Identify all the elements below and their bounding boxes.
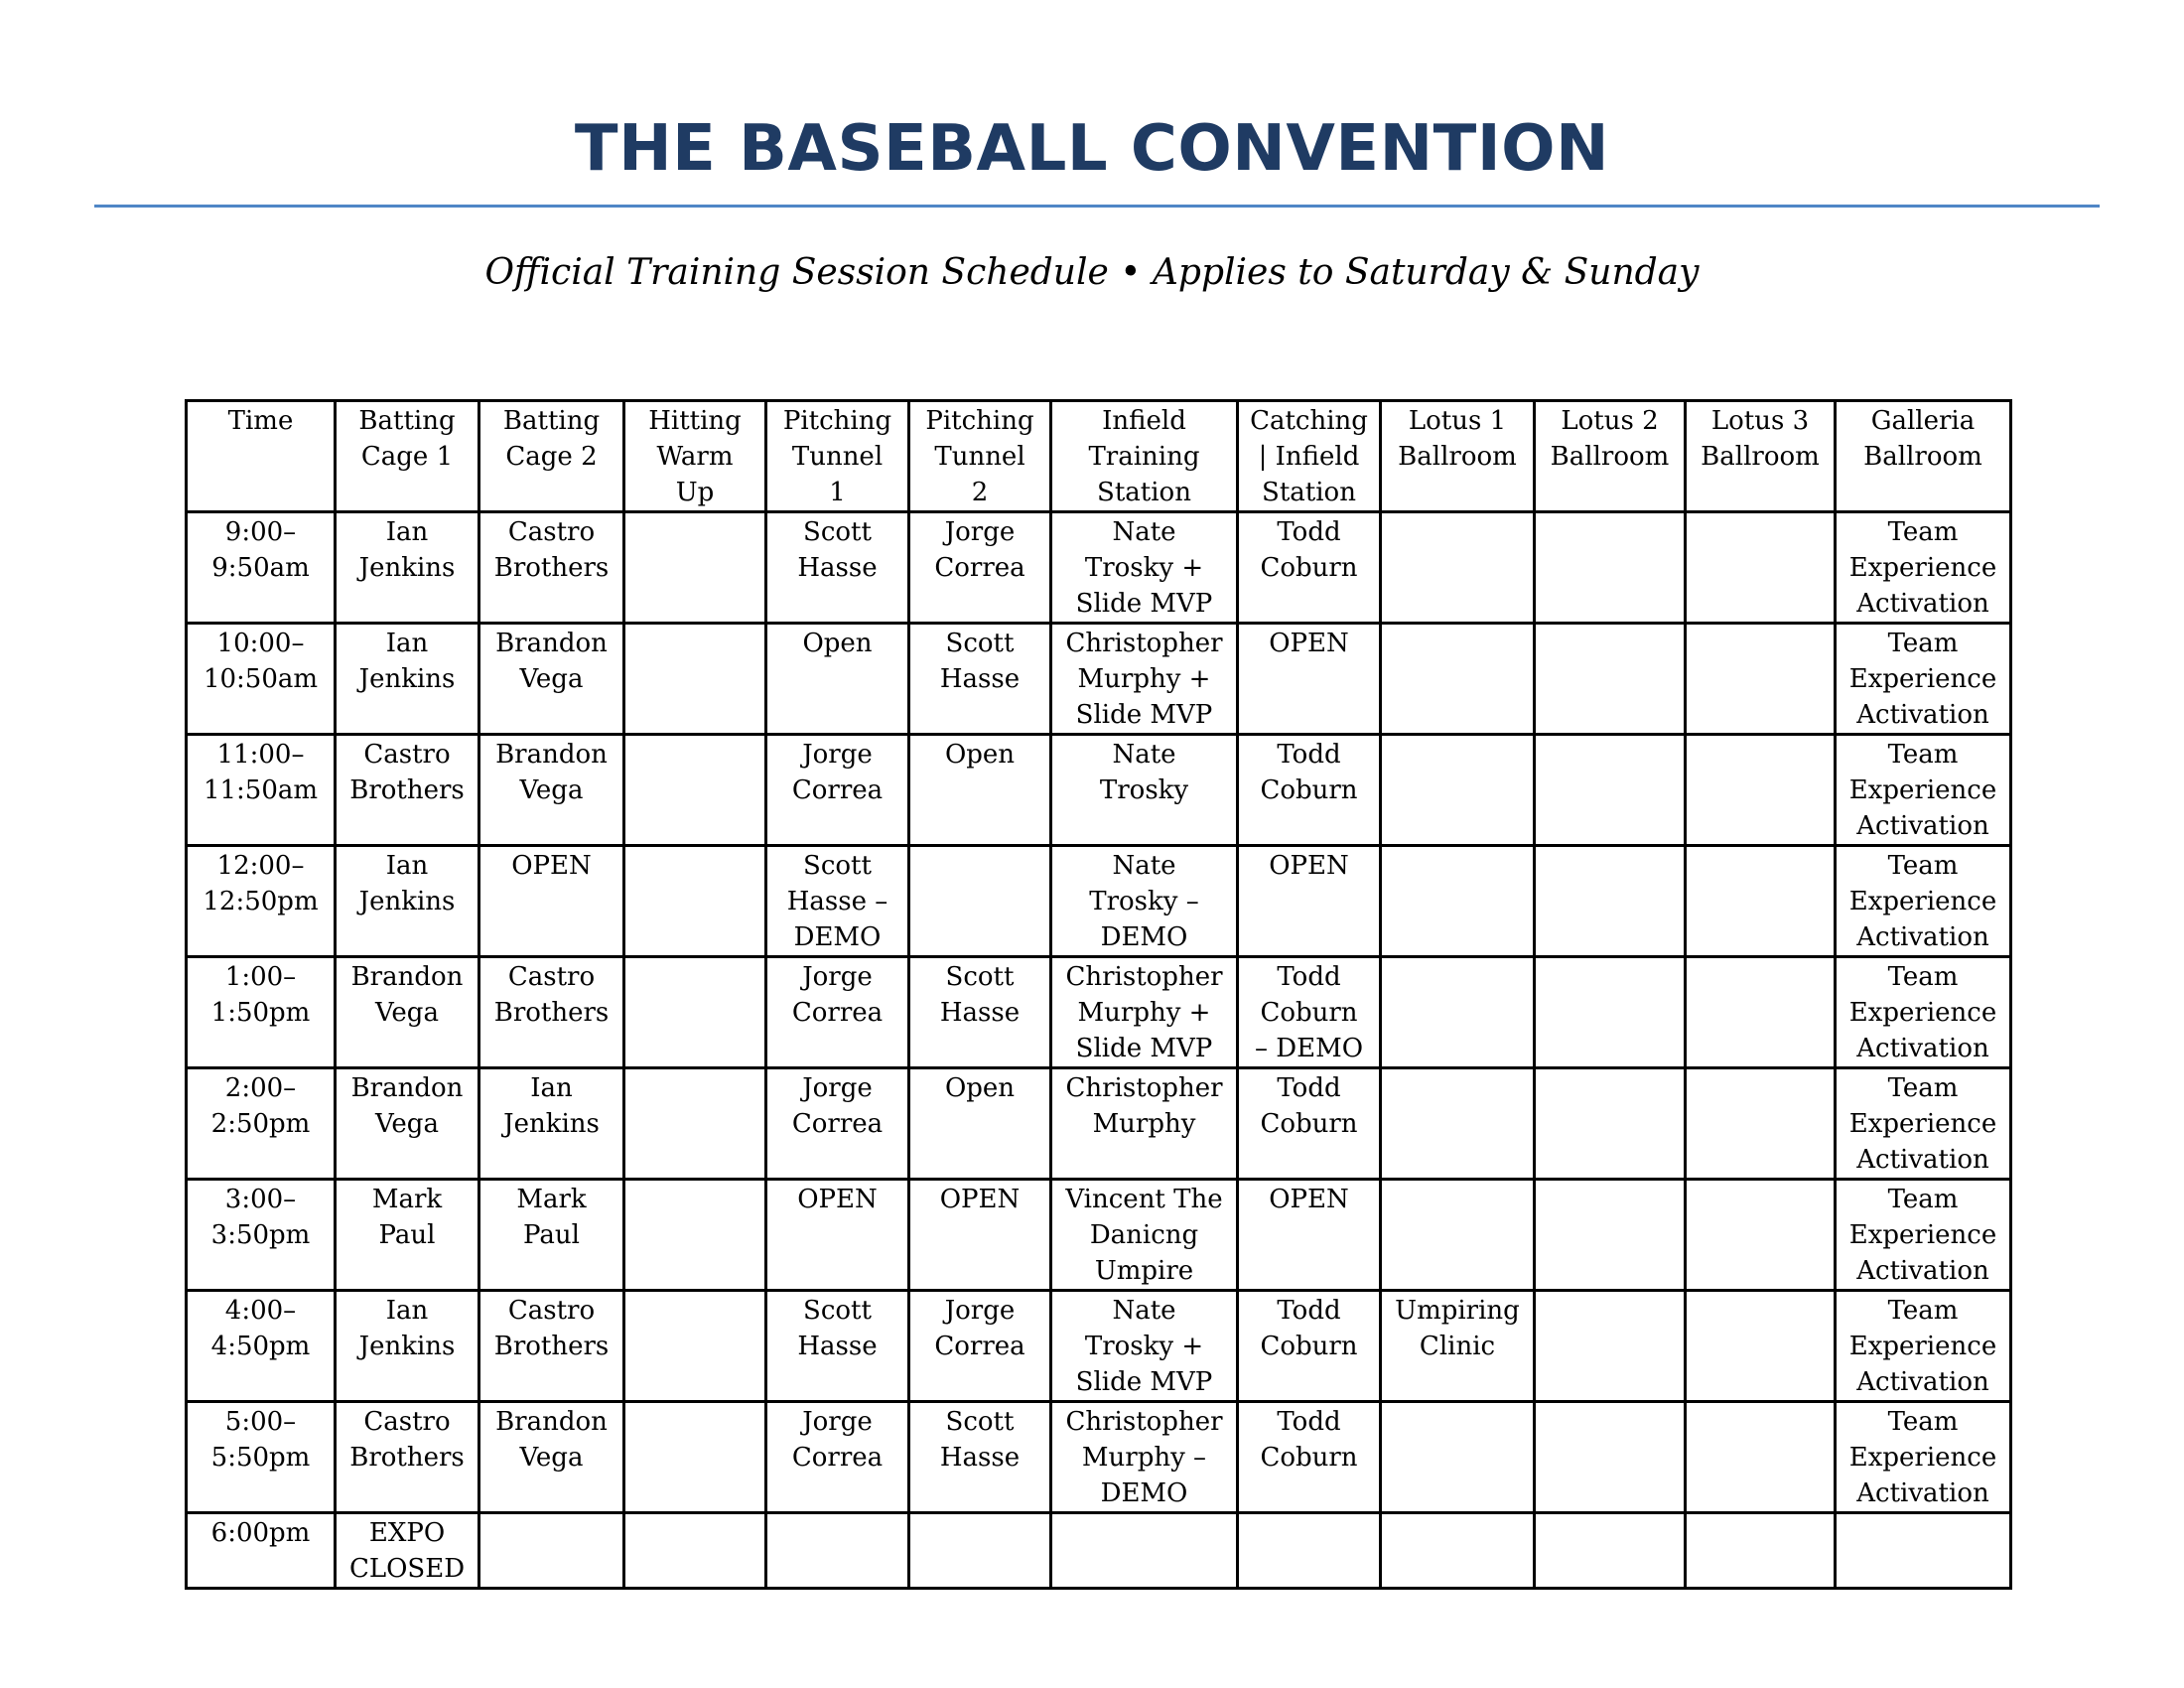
column-header: Time	[187, 401, 336, 512]
session-cell: Team Experience Activation	[1836, 624, 2011, 735]
session-cell	[1381, 1513, 1535, 1589]
session-cell: OPEN	[909, 1180, 1051, 1291]
session-cell: Jorge Correa	[909, 512, 1051, 624]
session-cell: Mark Paul	[479, 1180, 624, 1291]
session-cell: Scott Hasse – DEMO	[766, 846, 909, 957]
session-cell: Scott Hasse	[766, 512, 909, 624]
session-cell	[766, 1513, 909, 1589]
session-cell	[1686, 846, 1836, 957]
session-cell: Team Experience Activation	[1836, 1068, 2011, 1180]
session-cell: Brandon Vega	[336, 1068, 479, 1180]
session-cell: Todd Coburn	[1238, 1402, 1381, 1513]
session-cell	[1535, 1180, 1686, 1291]
session-cell: Ian Jenkins	[336, 512, 479, 624]
table-row	[187, 735, 2011, 846]
table-row	[187, 624, 2011, 735]
session-cell: Castro Brothers	[479, 957, 624, 1068]
session-cell: Team Experience Activation	[1836, 957, 2011, 1068]
time-cell: 4:00– 4:50pm	[187, 1291, 336, 1402]
session-cell: Brandon Vega	[479, 1402, 624, 1513]
column-header: Batting Cage 2	[479, 401, 624, 512]
session-cell: Castro Brothers	[479, 512, 624, 624]
session-cell	[1686, 735, 1836, 846]
session-cell: Open	[766, 624, 909, 735]
session-cell: Jorge Correa	[766, 957, 909, 1068]
table-row	[187, 1180, 2011, 1291]
session-cell: Nate Trosky	[1051, 735, 1238, 846]
session-cell: Todd Coburn	[1238, 1291, 1381, 1402]
session-cell	[624, 846, 766, 957]
session-cell: Team Experience Activation	[1836, 1402, 2011, 1513]
session-cell	[624, 1402, 766, 1513]
column-header: Batting Cage 1	[336, 401, 479, 512]
column-header: Galleria Ballroom	[1836, 401, 2011, 512]
session-cell	[1238, 1513, 1381, 1589]
session-cell: OPEN	[1238, 846, 1381, 957]
time-cell: 2:00– 2:50pm	[187, 1068, 336, 1180]
time-cell: 5:00– 5:50pm	[187, 1402, 336, 1513]
session-cell	[624, 1068, 766, 1180]
session-cell: EXPO CLOSED	[336, 1513, 479, 1589]
time-cell: 9:00– 9:50am	[187, 512, 336, 624]
session-cell	[1686, 1513, 1836, 1589]
session-cell: Vincent The Danicng Umpire	[1051, 1180, 1238, 1291]
session-cell: Nate Trosky + Slide MVP	[1051, 1291, 1238, 1402]
session-cell	[1535, 735, 1686, 846]
session-cell: OPEN	[479, 846, 624, 957]
session-cell: Team Experience Activation	[1836, 735, 2011, 846]
session-cell	[624, 624, 766, 735]
table-row	[187, 846, 2011, 957]
session-cell	[909, 846, 1051, 957]
session-cell	[1535, 846, 1686, 957]
session-cell	[1381, 735, 1535, 846]
schedule-table	[185, 399, 2012, 1590]
column-header: Pitching Tunnel 1	[766, 401, 909, 512]
session-cell: Ian Jenkins	[336, 1291, 479, 1402]
session-cell	[1686, 512, 1836, 624]
session-cell: Todd Coburn	[1238, 735, 1381, 846]
time-cell: 1:00– 1:50pm	[187, 957, 336, 1068]
session-cell: OPEN	[766, 1180, 909, 1291]
session-cell	[1381, 1068, 1535, 1180]
column-header: Lotus 1 Ballroom	[1381, 401, 1535, 512]
table-row	[187, 1513, 2011, 1589]
session-cell: Brandon Vega	[336, 957, 479, 1068]
session-cell: Team Experience Activation	[1836, 1180, 2011, 1291]
session-cell: Ian Jenkins	[336, 846, 479, 957]
session-cell	[624, 957, 766, 1068]
session-cell: OPEN	[1238, 1180, 1381, 1291]
session-cell	[1381, 624, 1535, 735]
session-cell	[1535, 1068, 1686, 1180]
session-cell	[624, 1291, 766, 1402]
column-header: Lotus 3 Ballroom	[1686, 401, 1836, 512]
session-cell	[1686, 1068, 1836, 1180]
session-cell	[624, 735, 766, 846]
column-header: Lotus 2 Ballroom	[1535, 401, 1686, 512]
session-cell: Jorge Correa	[766, 1402, 909, 1513]
session-cell: Open	[909, 735, 1051, 846]
column-header: Catching | Infield Station	[1238, 401, 1381, 512]
session-cell: Nate Trosky – DEMO	[1051, 846, 1238, 957]
session-cell	[1686, 1402, 1836, 1513]
table-row	[187, 1068, 2011, 1180]
session-cell	[624, 512, 766, 624]
session-cell	[1535, 1402, 1686, 1513]
session-cell: Brandon Vega	[479, 624, 624, 735]
session-cell	[1535, 957, 1686, 1068]
session-cell: Jorge Correa	[909, 1291, 1051, 1402]
session-cell	[1535, 624, 1686, 735]
session-cell	[1381, 512, 1535, 624]
table-row	[187, 957, 2011, 1068]
session-cell: Christopher Murphy + Slide MVP	[1051, 957, 1238, 1068]
table-row	[187, 1402, 2011, 1513]
session-cell	[1381, 1180, 1535, 1291]
session-cell	[1686, 1291, 1836, 1402]
session-cell	[1535, 1291, 1686, 1402]
session-cell: Jorge Correa	[766, 735, 909, 846]
column-header: Pitching Tunnel 2	[909, 401, 1051, 512]
table-body	[187, 512, 2011, 1589]
session-cell: Christopher Murphy	[1051, 1068, 1238, 1180]
session-cell: Open	[909, 1068, 1051, 1180]
session-cell: Team Experience Activation	[1836, 512, 2011, 624]
session-cell: Umpiring Clinic	[1381, 1291, 1535, 1402]
session-cell	[1686, 624, 1836, 735]
session-cell: Nate Trosky + Slide MVP	[1051, 512, 1238, 624]
session-cell	[624, 1513, 766, 1589]
session-cell: Brandon Vega	[479, 735, 624, 846]
session-cell: Todd Coburn	[1238, 512, 1381, 624]
session-cell: Ian Jenkins	[479, 1068, 624, 1180]
session-cell: Castro Brothers	[336, 735, 479, 846]
time-cell: 12:00– 12:50pm	[187, 846, 336, 957]
session-cell: Todd Coburn	[1238, 1068, 1381, 1180]
session-cell	[1535, 512, 1686, 624]
title-divider	[94, 205, 2100, 208]
session-cell: Scott Hasse	[909, 624, 1051, 735]
session-cell	[1051, 1513, 1238, 1589]
session-cell: Team Experience Activation	[1836, 846, 2011, 957]
table-header-row	[187, 401, 2011, 512]
session-cell: Team Experience Activation	[1836, 1291, 2011, 1402]
time-cell: 10:00– 10:50am	[187, 624, 336, 735]
table-row	[187, 1291, 2011, 1402]
table-row	[187, 512, 2011, 624]
session-cell	[479, 1513, 624, 1589]
session-cell: OPEN	[1238, 624, 1381, 735]
session-cell: Christopher Murphy – DEMO	[1051, 1402, 1238, 1513]
session-cell	[1381, 846, 1535, 957]
session-cell: Christopher Murphy + Slide MVP	[1051, 624, 1238, 735]
session-cell	[1836, 1513, 2011, 1589]
session-cell	[1535, 1513, 1686, 1589]
session-cell: Castro Brothers	[479, 1291, 624, 1402]
session-cell: Scott Hasse	[909, 1402, 1051, 1513]
session-cell	[1686, 1180, 1836, 1291]
session-cell: Ian Jenkins	[336, 624, 479, 735]
session-cell	[624, 1180, 766, 1291]
session-cell: Castro Brothers	[336, 1402, 479, 1513]
page-title: THE BASEBALL CONVENTION	[574, 112, 1610, 186]
session-cell: Todd Coburn – DEMO	[1238, 957, 1381, 1068]
time-cell: 6:00pm	[187, 1513, 336, 1589]
session-cell: Mark Paul	[336, 1180, 479, 1291]
time-cell: 11:00– 11:50am	[187, 735, 336, 846]
session-cell: Scott Hasse	[766, 1291, 909, 1402]
session-cell	[1381, 1402, 1535, 1513]
session-cell	[1381, 957, 1535, 1068]
session-cell	[909, 1513, 1051, 1589]
time-cell: 3:00– 3:50pm	[187, 1180, 336, 1291]
session-cell	[1686, 957, 1836, 1068]
column-header: Infield Training Station	[1051, 401, 1238, 512]
page-subtitle: Official Training Session Schedule • Applies to Saturday & Sunday	[484, 252, 1700, 293]
session-cell: Scott Hasse	[909, 957, 1051, 1068]
session-cell: Jorge Correa	[766, 1068, 909, 1180]
column-header: Hitting Warm Up	[624, 401, 766, 512]
